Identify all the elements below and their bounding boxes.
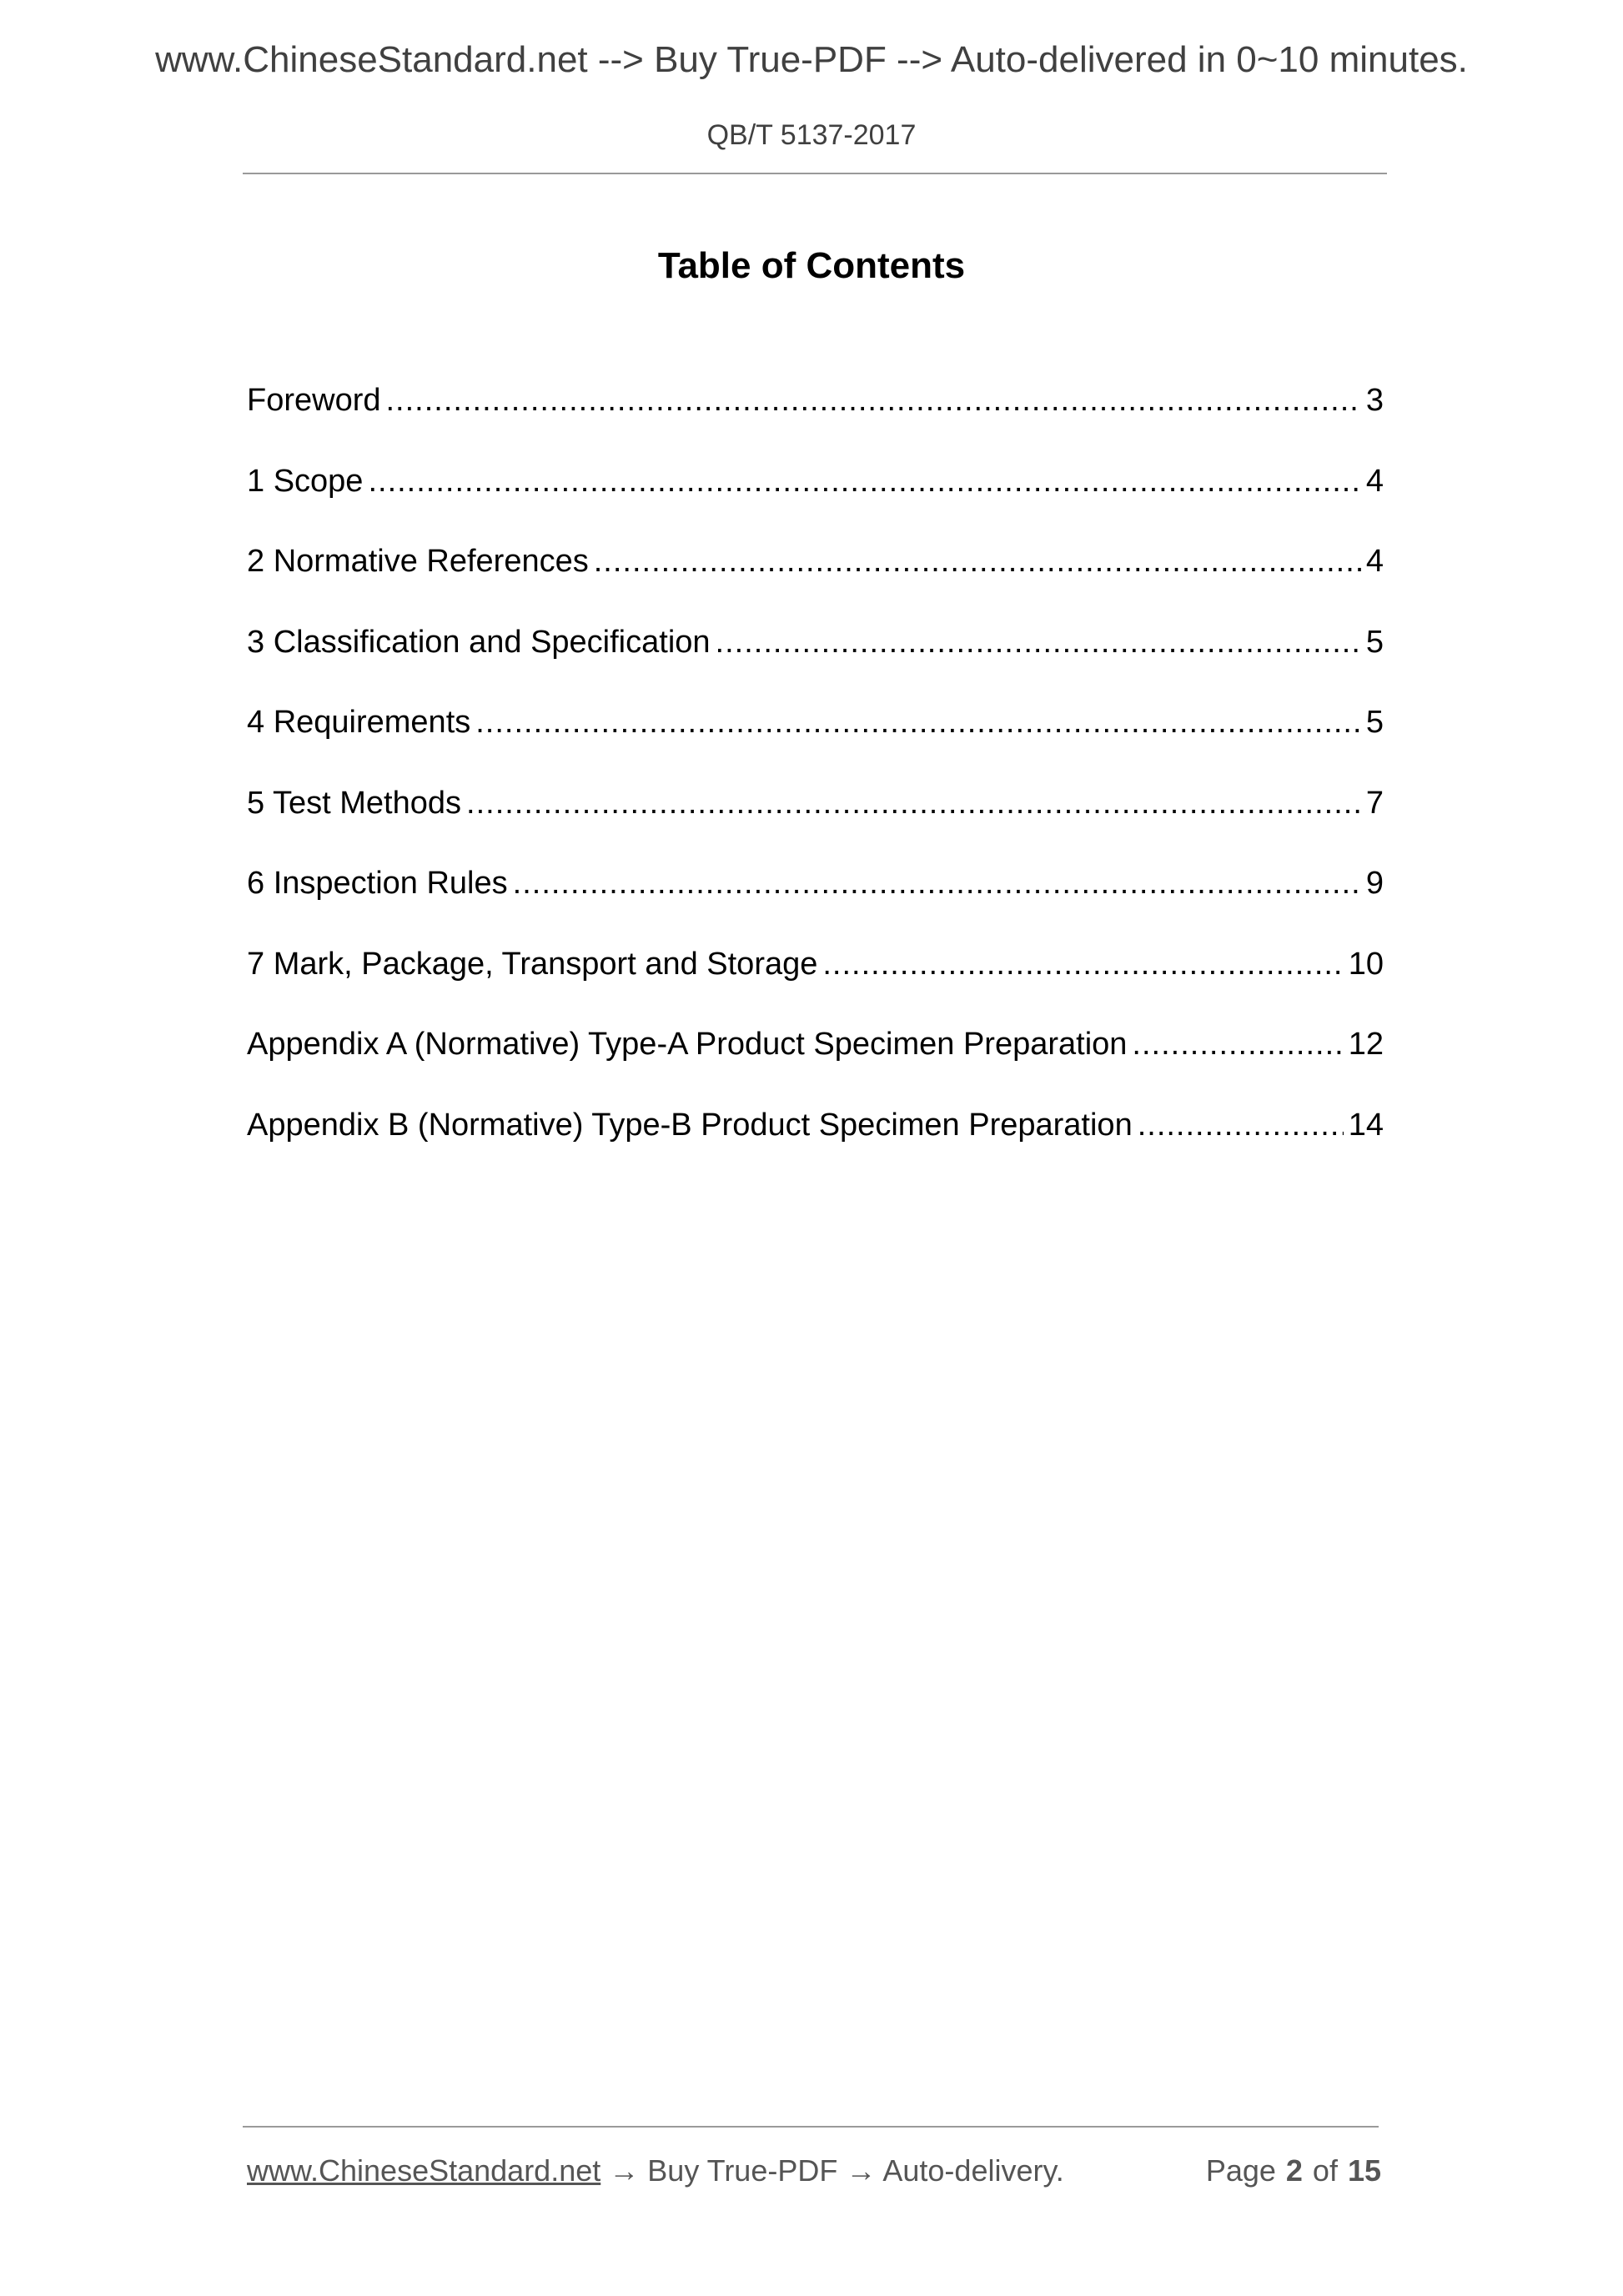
- standard-code: QB/T 5137-2017: [706, 119, 917, 151]
- toc-entry-normative-references[interactable]: [247, 540, 1384, 620]
- of-word: of: [1312, 2153, 1338, 2188]
- toc-entry-foreword[interactable]: [247, 379, 1384, 460]
- toc-dot-leader: [1138, 1103, 1344, 1147]
- arrow-right-icon: →: [609, 2153, 640, 2188]
- page-number: [1206, 2150, 1381, 2192]
- toc-entry-page: 4: [1365, 463, 1384, 499]
- toc-entry-page: 9: [1365, 866, 1384, 901]
- toc-entry-page: 10: [1348, 946, 1384, 982]
- toc-dot-leader: [822, 942, 1343, 986]
- top-banner: www.ChineseStandard.net --> Buy True-PDF --> Auto-delivered in 0~10 minutes.: [155, 39, 1468, 80]
- toc-entry-label: Appendix B (Normative) Type-B Product Specimen Preparation: [247, 1107, 1133, 1143]
- toc-dot-leader: [1132, 1022, 1343, 1066]
- toc-entry-label: Foreword: [247, 383, 381, 418]
- toc-entry-inspection-rules[interactable]: [247, 862, 1384, 942]
- toc-entry-label: 4 Requirements: [247, 705, 471, 740]
- toc-entry-appendix-a[interactable]: [247, 1022, 1384, 1103]
- header-divider: [243, 173, 1387, 174]
- footer-buy-text: Buy True-PDF: [647, 2153, 838, 2188]
- page-word: Page: [1205, 2153, 1276, 2188]
- toc-entry-page: 3: [1365, 383, 1384, 418]
- toc-entry-label: Appendix A (Normative) Type-A Product Specimen Preparation: [247, 1027, 1128, 1062]
- toc-entry-label: 1 Scope: [247, 463, 364, 499]
- arrow-right-icon: →: [846, 2153, 877, 2188]
- toc-entry-label: 3 Classification and Specification: [247, 624, 711, 660]
- toc-dot-leader: [386, 379, 1361, 422]
- toc-entry-label: 6 Inspection Rules: [247, 866, 508, 901]
- toc-entry-requirements[interactable]: [247, 701, 1384, 781]
- toc-list: [247, 379, 1384, 1183]
- toc-entry-label: 2 Normative References: [247, 544, 589, 579]
- toc-dot-leader: [368, 460, 1360, 503]
- toc-dot-leader: [513, 862, 1361, 905]
- toc-title: Table of Contents: [657, 245, 966, 286]
- toc-dot-leader: [475, 701, 1361, 744]
- footer-delivery-text: Auto-delivery.: [882, 2153, 1064, 2188]
- toc-entry-scope[interactable]: [247, 460, 1384, 540]
- toc-entry-page: 12: [1348, 1027, 1384, 1062]
- toc-entry-page: 7: [1365, 785, 1384, 821]
- toc-entry-page: 14: [1348, 1107, 1384, 1143]
- footer-site-link[interactable]: www.ChineseStandard.net: [247, 2153, 601, 2188]
- toc-entry-page: 4: [1365, 544, 1384, 579]
- toc-entry-page: 5: [1365, 624, 1384, 660]
- toc-entry-mark-package[interactable]: [247, 942, 1384, 1023]
- toc-dot-leader: [466, 781, 1361, 825]
- footer-promo: [247, 2150, 1064, 2192]
- toc-entry-label: 7 Mark, Package, Transport and Storage: [247, 946, 818, 982]
- toc-dot-leader: [716, 620, 1361, 664]
- toc-entry-test-methods[interactable]: [247, 781, 1384, 862]
- toc-dot-leader: [594, 540, 1361, 583]
- current-page: 2: [1285, 2153, 1303, 2188]
- page-footer: [247, 2150, 1381, 2192]
- footer-divider: [243, 2126, 1379, 2128]
- toc-entry-classification[interactable]: [247, 620, 1384, 701]
- toc-entry-appendix-b[interactable]: [247, 1103, 1384, 1184]
- toc-entry-page: 5: [1365, 705, 1384, 740]
- total-pages: 15: [1347, 2153, 1381, 2188]
- toc-entry-label: 5 Test Methods: [247, 785, 462, 821]
